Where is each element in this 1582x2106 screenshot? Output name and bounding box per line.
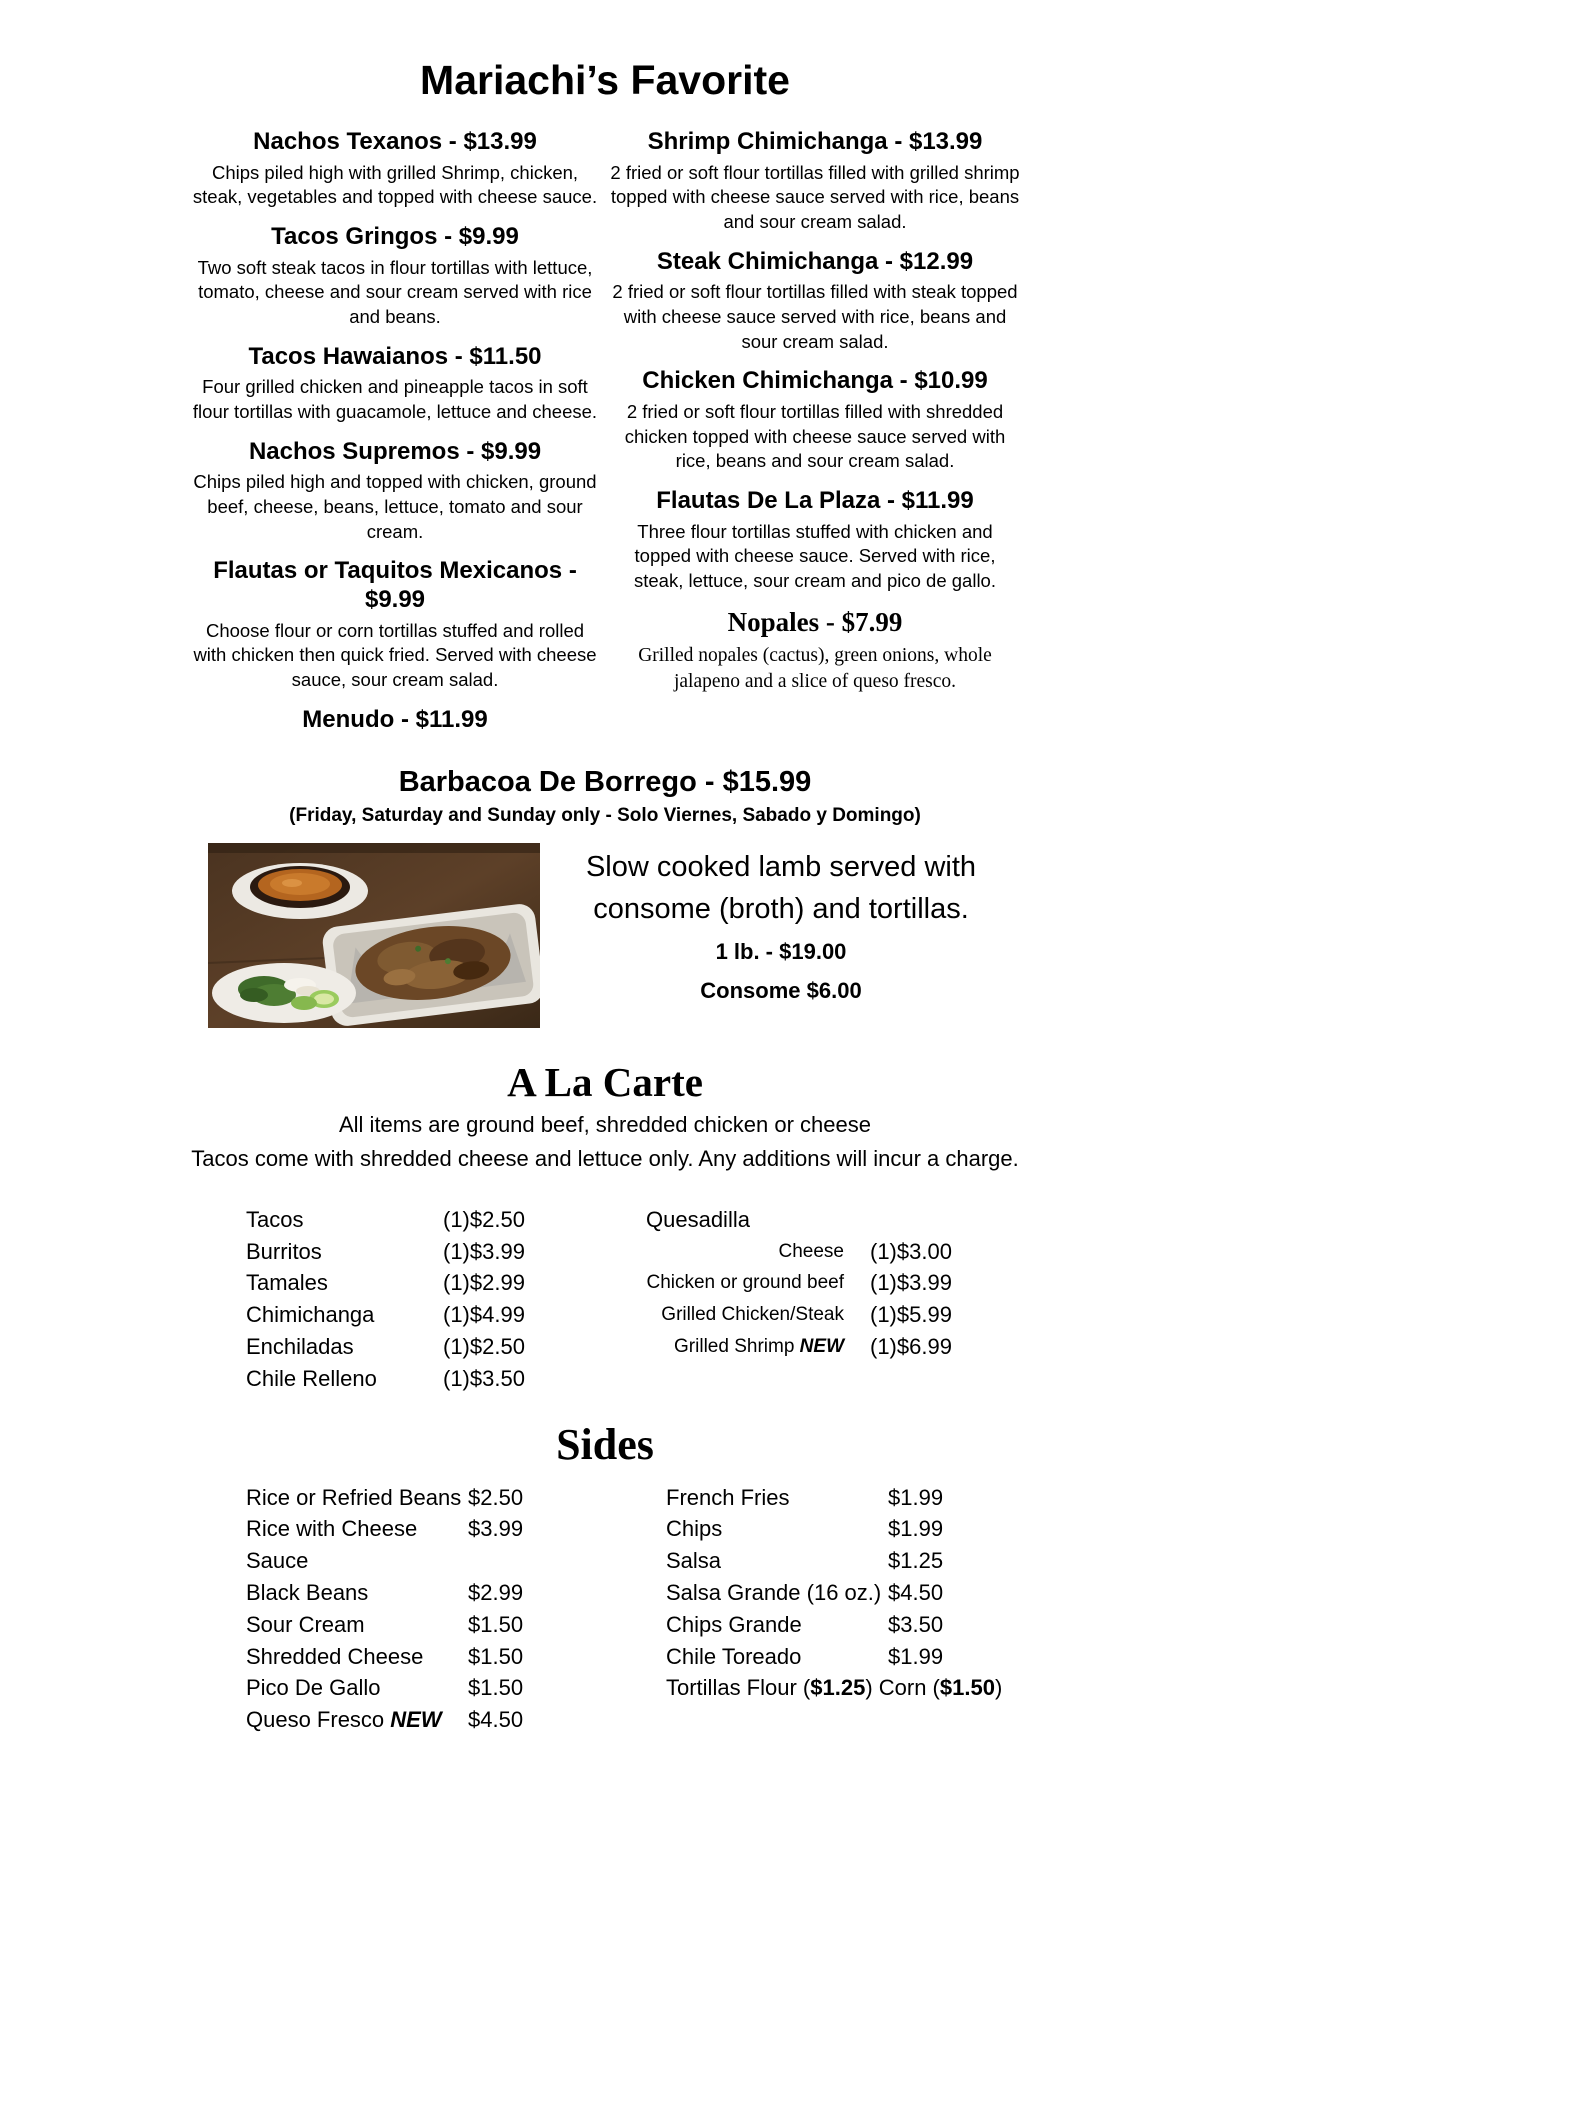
menu-item-name: Tacos Gringos - $9.99 [271, 223, 519, 251]
barbacoa-title: Barbacoa De Borrego - $15.99 [398, 766, 812, 799]
favorites-section [185, 115, 1210, 738]
item-label: Chips Grande [666, 1611, 802, 1637]
barbacoa-section [0, 766, 1210, 1028]
item-label: Cheese [778, 1240, 844, 1262]
item-price: (1)$5.99 [870, 1302, 952, 1328]
tortillas-text: Tortillas Flour ( [666, 1675, 811, 1701]
new-badge: NEW [390, 1707, 442, 1733]
item-label: Salsa [666, 1548, 722, 1574]
list-item [246, 1363, 546, 1395]
list-item [246, 1267, 546, 1299]
list-item [666, 1577, 1006, 1609]
list-item [666, 1482, 1006, 1514]
sides-lists [0, 1482, 1210, 1736]
menu-item-desc: 2 fried or soft flour tortillas filled with steak topped with cheese sauce served with rice, beans and sour cream salad. [612, 281, 1018, 352]
list-item [246, 1577, 564, 1609]
item-label: Black Beans [246, 1579, 369, 1605]
item-price: $1.99 [888, 1516, 944, 1542]
a-la-carte-lists [0, 1204, 1210, 1395]
list-item [246, 1204, 546, 1236]
list-item [666, 1609, 1006, 1641]
item-label: Sour Cream [246, 1611, 365, 1637]
item-label: Rice or Refried Beans [246, 1484, 462, 1510]
tortillas-text: ) Corn ( [865, 1675, 940, 1701]
item-label: Pico De Gallo [246, 1675, 381, 1701]
item-label: Rice with Cheese Sauce [246, 1516, 418, 1574]
menu-item-menudo [185, 706, 605, 735]
list-item [646, 1236, 986, 1268]
a-la-carte-note-2: Tacos come with shredded cheese and lettuce only. Any additions will incur a charge. [191, 1146, 1019, 1172]
barbacoa-row [0, 843, 1210, 1028]
item-label: Salsa Grande (16 oz.) [666, 1579, 882, 1605]
barbacoa-description: Slow cooked lamb served with consome (broth) and tortillas. [585, 851, 977, 925]
menu-item-tacos-hawaianos [185, 343, 605, 425]
item-price: (1)$2.99 [443, 1270, 525, 1296]
list-item [246, 1482, 564, 1514]
item-price: (1)$3.00 [870, 1238, 952, 1264]
menu-item-name: Flautas or Taquitos Mexicanos - $9.99 [213, 557, 577, 614]
menu-item-desc: Chips piled high and topped with chicken, ground beef, cheese, beans, lettuce, tomato and sour cream. [193, 471, 597, 542]
barbacoa-price-consome: Consome $6.00 [700, 977, 862, 1003]
menu-item-flautas-taquitos [185, 557, 605, 692]
item-label [646, 1331, 870, 1363]
sides-right-list [666, 1482, 1006, 1736]
item-label-text: Grilled Shrimp [674, 1335, 795, 1357]
menu-item-desc: Four grilled chicken and pineapple tacos in soft flour tortillas with guacamole, lettuce and cheese. [192, 376, 598, 423]
favorites-left-column [185, 115, 605, 738]
item-label: Chile Toreado [666, 1643, 802, 1669]
menu-item-desc: 2 fried or soft flour tortillas filled with grilled shrimp topped with cheese sauce served with rice, beans and sour cream salad. [610, 161, 1020, 233]
item-label: Tamales [246, 1270, 328, 1296]
item-price: $1.50 [468, 1675, 524, 1701]
list-item [246, 1299, 546, 1331]
menu-item-desc: Two soft steak tacos in flour tortillas with lettuce, tomato, cheese and sour cream served with rice and beans. [197, 256, 593, 328]
item-price: (1)$6.99 [870, 1333, 952, 1359]
menu-item-nachos-supremos [185, 438, 605, 545]
list-item [646, 1267, 986, 1299]
menu-item-chicken-chimichanga [605, 367, 1025, 474]
barbacoa-photo-illustration [208, 843, 540, 1028]
list-item [646, 1331, 986, 1363]
barbacoa-price-lb: 1 lb. - $19.00 [715, 938, 847, 964]
tortillas-corn-price: $1.50 [939, 1675, 995, 1701]
item-price: (1)$3.50 [443, 1365, 525, 1391]
item-label: Tacos [246, 1206, 304, 1232]
item-label [246, 1704, 468, 1736]
item-price: (1)$2.50 [443, 1206, 525, 1232]
barbacoa-details [562, 843, 1000, 1028]
menu-item-name: Menudo - $11.99 [302, 705, 488, 733]
sides-left-list [246, 1482, 564, 1736]
item-price: (1)$3.99 [443, 1238, 525, 1264]
a-la-carte-title: A La Carte [507, 1059, 703, 1106]
tortillas-flour-price: $1.25 [810, 1675, 866, 1701]
item-price: (1)$4.99 [443, 1302, 525, 1328]
list-item [246, 1331, 546, 1363]
a-la-carte-section [0, 1058, 1210, 1394]
item-label: Chile Relleno [246, 1365, 377, 1391]
a-la-carte-left-list [246, 1204, 546, 1395]
menu-item-name: Nopales - $7.99 [727, 607, 903, 638]
list-item [666, 1545, 1006, 1577]
sides-section [0, 1419, 1210, 1736]
list-item [246, 1513, 564, 1577]
barbacoa-availability: (Friday, Saturday and Sunday only - Solo Viernes, Sabado y Domingo) [289, 805, 921, 827]
list-item [646, 1299, 986, 1331]
item-price: $4.50 [888, 1579, 944, 1605]
menu-item-name: Shrimp Chimichanga - $13.99 [647, 128, 983, 156]
item-price: $1.99 [888, 1643, 944, 1669]
menu-item-nachos-texanos [185, 128, 605, 210]
list-item [246, 1641, 564, 1673]
item-label: Enchiladas [246, 1333, 354, 1359]
menu-item-name: Nachos Supremos - $9.99 [248, 437, 542, 465]
item-price: $2.99 [468, 1579, 524, 1605]
menu-item-name: Tacos Hawaianos - $11.50 [248, 342, 542, 370]
menu-item-name: Steak Chimichanga - $12.99 [656, 247, 974, 275]
menu-item-nopales [605, 606, 1025, 694]
item-label: Chicken or ground beef [646, 1272, 844, 1294]
quesadilla-header [646, 1204, 986, 1236]
item-label: Shredded Cheese [246, 1643, 424, 1669]
menu-item-tacos-gringos [185, 223, 605, 330]
menu-item-desc: 2 fried or soft flour tortillas filled with shredded chicken topped with cheese sauce served with rice, beans and sour cream salad. [624, 401, 1006, 472]
tortillas-line [666, 1672, 1006, 1704]
item-price: (1)$3.99 [870, 1270, 952, 1296]
item-price: $2.50 [468, 1484, 524, 1510]
quesadilla-list [646, 1204, 986, 1395]
item-price: $3.99 [468, 1516, 524, 1542]
list-item [246, 1236, 546, 1268]
new-badge: NEW [799, 1335, 844, 1357]
item-price: $1.25 [888, 1548, 944, 1574]
page-title: Mariachi’s Favorite [420, 57, 790, 103]
item-price: $1.99 [888, 1484, 944, 1510]
item-price: $4.50 [468, 1707, 524, 1733]
menu-item-desc: Three flour tortillas stuffed with chicken and topped with cheese sauce. Served with rice, steak, lettuce, sour cream and pico de gallo. [634, 520, 996, 591]
item-label: Chips [666, 1516, 723, 1542]
list-item [246, 1609, 564, 1641]
menu-item-desc: Grilled nopales (cactus), green onions, whole jalapeno and a slice of queso fresco. [638, 644, 992, 692]
list-item [246, 1672, 564, 1704]
menu-item-shrimp-chimichanga [605, 128, 1025, 235]
item-price: $1.50 [468, 1643, 524, 1669]
item-label: Grilled Chicken/Steak [661, 1304, 844, 1326]
favorites-right-column [605, 115, 1025, 738]
item-label: Burritos [246, 1238, 322, 1264]
list-item [666, 1513, 1006, 1545]
menu-item-desc: Chips piled high with grilled Shrimp, chicken, steak, vegetables and topped with cheese sauce. [192, 161, 598, 208]
menu-item-name: Flautas De La Plaza - $11.99 [656, 486, 974, 514]
item-price: $3.50 [888, 1611, 944, 1637]
menu-item-name: Chicken Chimichanga - $10.99 [642, 367, 988, 395]
menu-item-steak-chimichanga [605, 248, 1025, 355]
barbacoa-photo [208, 843, 540, 1028]
a-la-carte-note-1: All items are ground beef, shredded chicken or cheese [339, 1112, 871, 1138]
list-item [246, 1704, 564, 1736]
item-label-text: Queso Fresco [246, 1707, 385, 1733]
tortillas-text: ) [994, 1675, 1003, 1701]
item-price: (1)$2.50 [443, 1333, 525, 1359]
list-item [666, 1641, 1006, 1673]
quesadilla-title: Quesadilla [646, 1206, 750, 1232]
menu-item-desc: Choose flour or corn tortillas stuffed and rolled with chicken then quick fried. Served with cheese sauce, sour cream salad. [193, 619, 597, 690]
item-price: $1.50 [468, 1611, 524, 1637]
item-label: Chimichanga [246, 1302, 375, 1328]
menu-page [0, 58, 1210, 1736]
menu-item-flautas-de-la-plaza [605, 487, 1025, 594]
sides-title: Sides [556, 1419, 654, 1469]
menu-item-name: Nachos Texanos - $13.99 [253, 128, 537, 156]
item-label: French Fries [666, 1484, 790, 1510]
